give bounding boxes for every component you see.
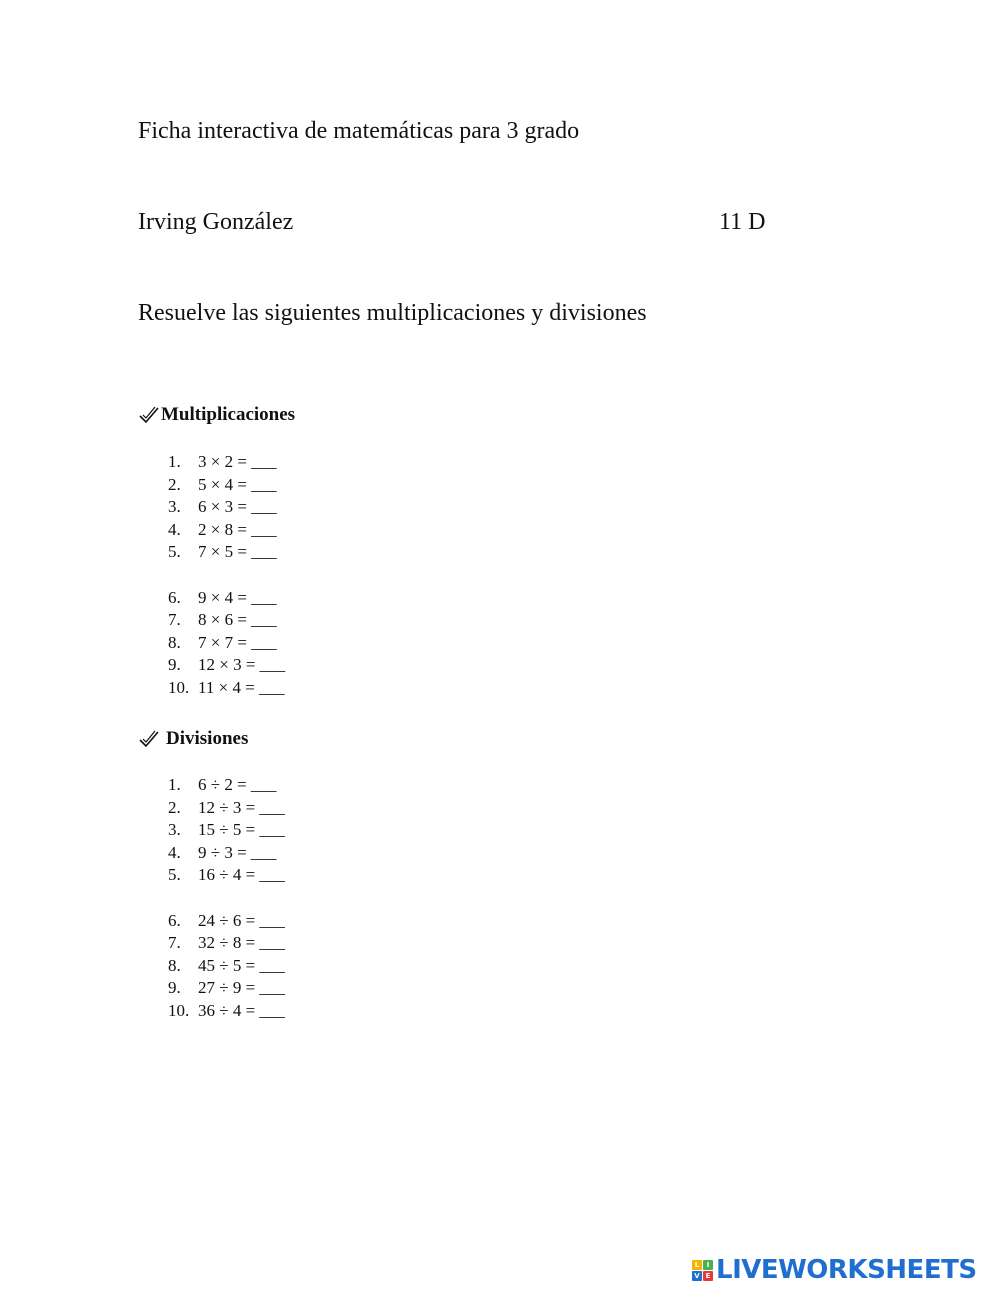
student-name: Irving González <box>138 209 294 235</box>
logo-mark-i: I <box>703 1260 713 1270</box>
list-spacer <box>168 564 285 587</box>
instructions: Resuelve las siguientes multiplicaciones y divisiones <box>138 300 647 326</box>
logo-mark-e: E <box>703 1271 713 1281</box>
list-item: 6. 9 × 4 = ___ <box>168 587 277 607</box>
list-item: 1. 3 × 2 = ___ <box>168 452 277 471</box>
logo-mark-icon <box>692 1260 713 1281</box>
multiplication-list <box>168 451 285 700</box>
list-item: 4. 2 × 8 = ___ <box>168 519 277 539</box>
list-item: 1. 6 ÷ 2 = ___ <box>168 775 277 794</box>
list-item: 5. 16 ÷ 4 = ___ <box>168 865 285 885</box>
list-item: 3. 15 ÷ 5 = ___ <box>168 820 285 840</box>
list-item: 10. 36 ÷ 4 = ___ <box>168 1000 285 1020</box>
list-item: 7. 32 ÷ 8 = ___ <box>168 933 285 953</box>
list-item: 8. 7 × 7 = ___ <box>168 632 277 652</box>
list-item: 3. 6 × 3 = ___ <box>168 497 277 517</box>
logo-mark-v: V <box>692 1271 702 1281</box>
multiplication-heading-label: Multiplicaciones <box>161 404 296 425</box>
logo-text: LIVEWORKSHEETS <box>716 1255 977 1285</box>
division-heading <box>138 727 248 751</box>
division-list <box>168 774 285 1023</box>
list-item: 5. 7 × 5 = ___ <box>168 542 277 562</box>
list-item: 9. 27 ÷ 9 = ___ <box>168 978 285 998</box>
list-item: 8. 45 ÷ 5 = ___ <box>168 955 285 975</box>
division-heading-label: Divisiones <box>166 728 249 749</box>
list-item: 2. 12 ÷ 3 = ___ <box>168 797 285 817</box>
list-item: 6. 24 ÷ 6 = ___ <box>168 910 285 930</box>
logo-mark-l: L <box>692 1260 702 1270</box>
list-item: 7. 8 × 6 = ___ <box>168 610 277 630</box>
list-spacer <box>168 887 285 910</box>
student-group: 11 D <box>719 209 766 235</box>
liveworksheets-logo <box>692 1254 977 1286</box>
list-item: 2. 5 × 4 = ___ <box>168 474 277 494</box>
multiplication-heading <box>138 403 295 427</box>
list-item: 4. 9 ÷ 3 = ___ <box>168 842 277 862</box>
check-icon <box>138 405 160 425</box>
list-item: 9. 12 × 3 = ___ <box>168 655 286 675</box>
worksheet-title: Ficha interactiva de matemáticas para 3 grado <box>138 118 580 144</box>
list-item: 10. 11 × 4 = ___ <box>168 677 285 697</box>
check-icon <box>138 729 160 749</box>
